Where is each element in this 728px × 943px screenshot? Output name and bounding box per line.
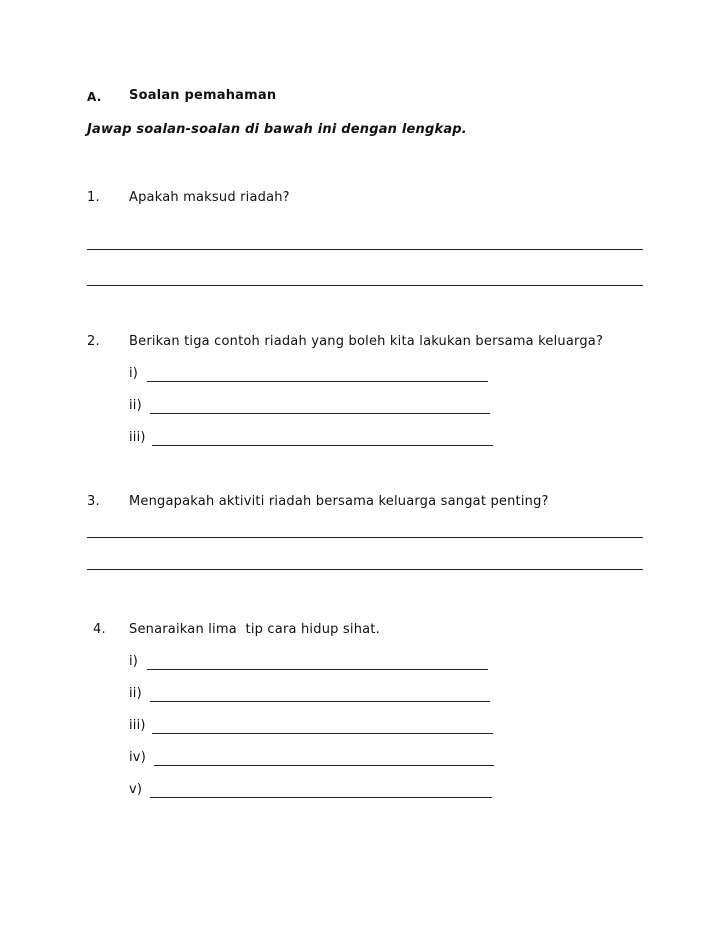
answer-line[interactable] — [147, 669, 488, 670]
list-item-marker: iii) — [129, 430, 146, 445]
answer-line[interactable] — [150, 701, 490, 702]
list-item-marker: i) — [129, 654, 139, 669]
answer-line[interactable] — [87, 249, 643, 250]
list-item-marker: iv) — [129, 750, 146, 765]
list-item-marker: ii) — [129, 398, 142, 413]
question-text: Berikan tiga contoh riadah yang boleh kita lakukan bersama keluarga? — [129, 334, 604, 349]
section-title: Soalan pemahaman — [129, 88, 277, 103]
list-item-marker: iii) — [129, 718, 146, 733]
answer-line[interactable] — [152, 445, 493, 446]
question-text: Apakah maksud riadah? — [129, 190, 290, 205]
question-number: 1. — [87, 190, 100, 205]
answer-line[interactable] — [150, 797, 492, 798]
section-letter: A. — [87, 90, 102, 104]
list-item-marker: ii) — [129, 686, 142, 701]
answer-line[interactable] — [152, 733, 493, 734]
question-number: 2. — [87, 334, 100, 349]
list-item-marker: i) — [129, 366, 139, 381]
answer-line[interactable] — [147, 381, 488, 382]
question-text: Mengapakah aktiviti riadah bersama keluarga sangat penting? — [129, 494, 549, 509]
answer-line[interactable] — [154, 765, 494, 766]
question-number: 3. — [87, 494, 100, 509]
instruction-text: Jawap soalan-soalan di bawah ini dengan lengkap. — [87, 122, 467, 137]
answer-line[interactable] — [87, 285, 643, 286]
answer-line[interactable] — [87, 569, 643, 570]
question-number: 4. — [93, 622, 106, 637]
answer-line[interactable] — [87, 537, 643, 538]
question-text: Senaraikan lima tip cara hidup sihat. — [129, 622, 380, 637]
list-item-marker: v) — [129, 782, 143, 797]
answer-line[interactable] — [150, 413, 490, 414]
